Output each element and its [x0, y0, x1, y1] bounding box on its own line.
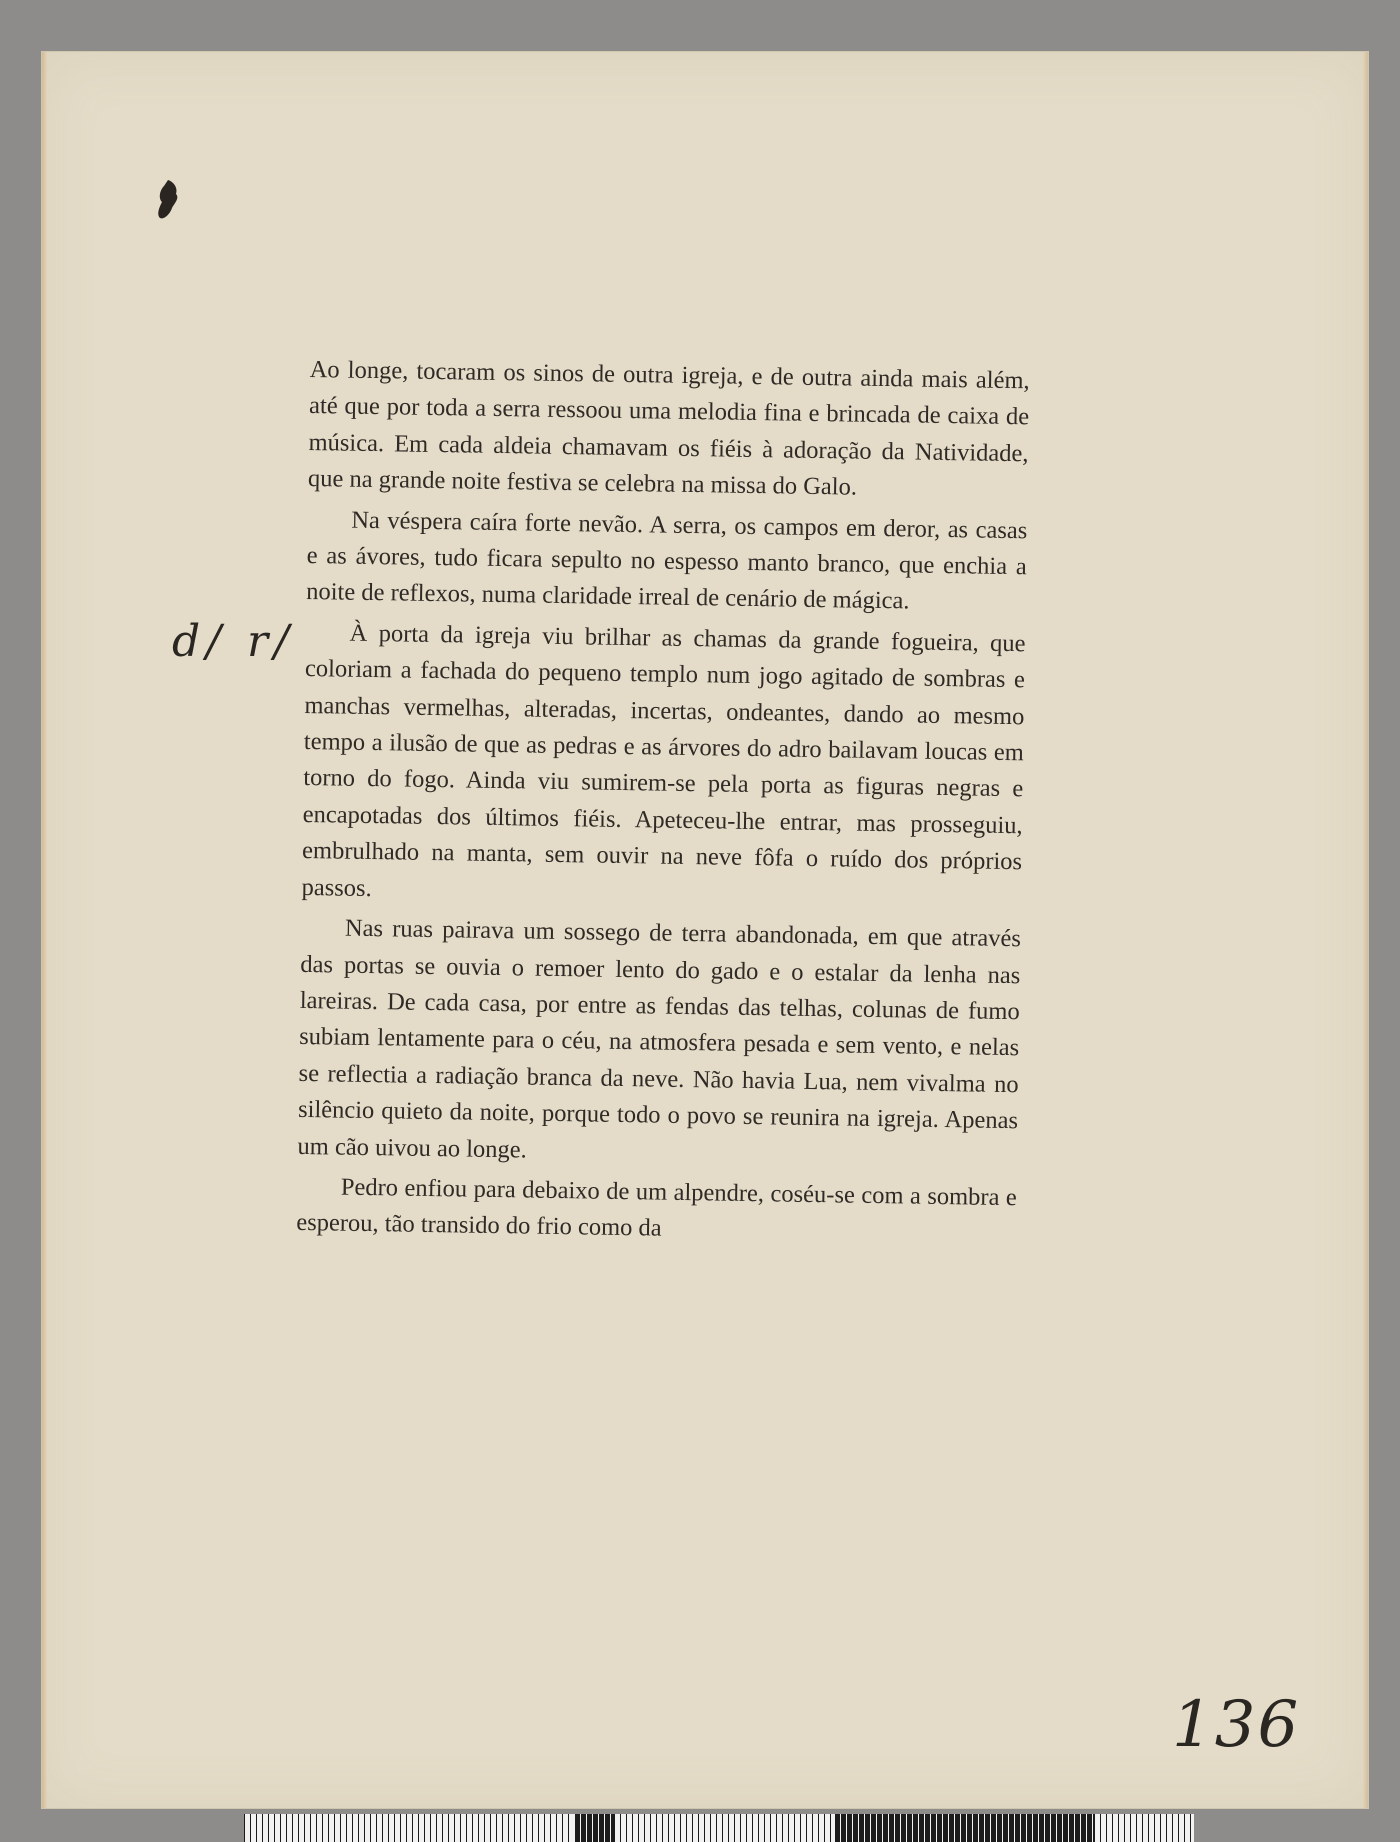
scale-segment-light [614, 1814, 834, 1842]
measurement-scale-bar [244, 1814, 1194, 1842]
paragraph: Na véspera caíra forte nevão. A serra, os campos em deror, as casas e as ávores, tudo ficara sepulto no espesso manto branco, que enchia a noite de reflexos, numa claridade irreal de cenário de mágica. [306, 506, 1028, 615]
body-text [296, 352, 1030, 1257]
handwritten-margin-note: d/ r/ [172, 616, 295, 667]
paragraph: Ao longe, tocaram os sinos de outra igreja, e de outra ainda mais além, até que por toda a serra ressoou uma melodia fina e brincada de caixa de música. Em cada aldeia chamavam os fiéis à adoração da Natividade, que na grande noite festiva se celebra na missa do Galo. [307, 355, 1030, 501]
scale-segment-dark [864, 1814, 1094, 1842]
scale-segment-dark [574, 1814, 614, 1842]
scale-segment-light [1094, 1814, 1194, 1842]
paragraph: Nas ruas pairava um sossego de terra abandonada, em que através das portas se ouvia o remoer lento do gado e o estalar da lenha nas lareiras. De cada casa, por entre as fendas das telhas, colunas de fumo subiam lentamente para o céu, na atmosfera pesada e sem vento, e nelas se reflectia a radiação branca da neve. Não havia Lua, nem vivalma no silêncio quieto da noite, porque todo o povo se reunira na igreja. Apenas um cão uivou ao longe. [297, 914, 1022, 1164]
paper-damage-mark [154, 178, 184, 222]
paragraph: À porta da igreja viu brilhar as chamas da grande fogueira, que coloriam a fachada do pequeno templo num jogo agitado de sombras e manchas vermelhas, alteradas, incertas, ondeantes, dando ao mesmo tempo a ilusão de que as pedras e as árvores do adro bailavam loucas em torno do fogo. Ainda viu sumirem-se pela porta as figuras negras e encapotadas dos últimos fiéis. Apeteceu-lhe entrar, mas prosseguiu, embrulhado na manta, sem ouvir na neve fôfa o ruído dos próprios passos. [301, 619, 1026, 902]
scale-segment-light [244, 1814, 574, 1842]
page-edge-left [42, 52, 48, 1808]
paragraph: Pedro enfiou para debaixo de um alpendre, coséu-se com a sombra e esperou, tão transido do frio como da [296, 1173, 1018, 1242]
handwritten-page-number: 136 [1172, 1688, 1301, 1762]
scale-segment-dark [834, 1814, 864, 1842]
page-edge-right [1362, 52, 1368, 1808]
